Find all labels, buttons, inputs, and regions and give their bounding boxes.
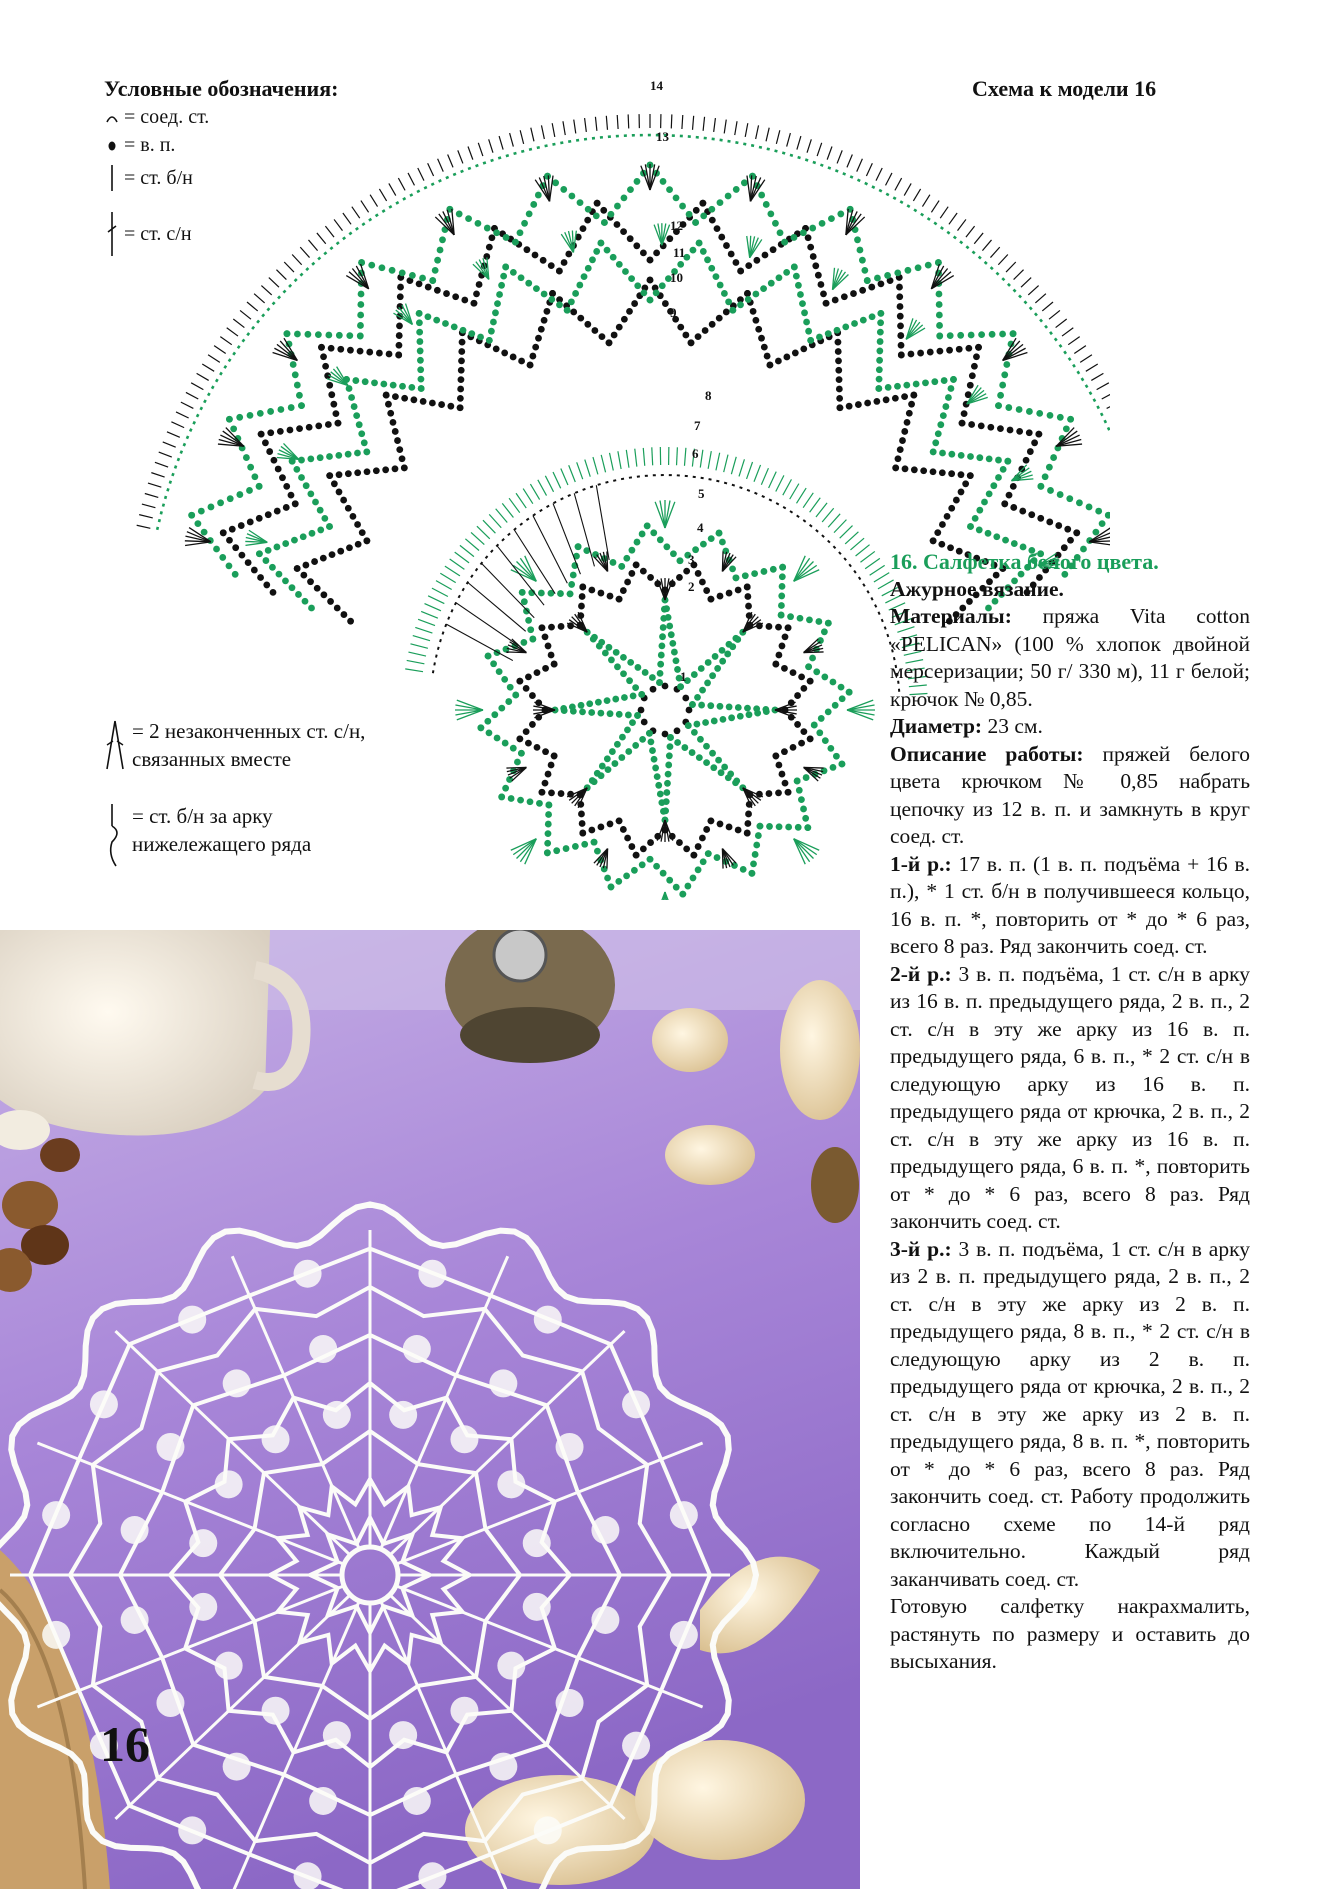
row-number-label: 7: [694, 418, 701, 433]
final-paragraph: Готовую салфетку накрахмалить, растянуть по размеру и оставить до высыхания.: [890, 1594, 1250, 1673]
row-number-label: 9: [670, 305, 677, 320]
page-number: 16: [100, 1716, 150, 1772]
row-number-label: 6: [692, 446, 699, 461]
row-number-label: 5: [698, 486, 705, 501]
diameter-text: 23 см.: [982, 714, 1043, 738]
owl-figurine-image: [445, 930, 615, 1063]
row2-text: 3 в. п. подъёма, 1 ст. с/н в арку из 16 в. п. предыдущего ряда, 2 в. п., 2 ст. с/н в эту же арку из 16 в. п. предыдущего ряда, 6 в. п., * 2 ст. с/н в следующую арку из 16 в. п. предыдущего ряда от крючка, 2 в. п., 2 ст. с/н в эту же арку из 16 в. п. предыдущего ряда, 6 в. п. *, повторить от * до * 6 раз, всего 8 раз. Ряд закончить соед. ст.: [890, 961, 1250, 1233]
diameter-label: Диаметр:: [890, 714, 983, 738]
legend-label: = ст. с/н: [124, 222, 192, 245]
diameter-paragraph: [890, 713, 1250, 741]
legend-label: связанных вместе: [132, 747, 292, 771]
row-number-label: 11: [673, 245, 686, 260]
row1-text: 17 в. п. (1 в. п. подъёма + 16 в. п.), * 1 ст. б/н в получившееся кольцо, 16 в. п. *, повторить от * до * 6 раз, всего 8 раз. Ряд закончить соед. ст.: [890, 851, 1250, 958]
materials-paragraph: [890, 603, 1250, 713]
row-number-label: 3: [688, 552, 695, 567]
description-text: пряжей белого цвета крючком № 0,85 набрать цепочку из 12 в. п. и замкнуть в круг соед. ст.: [890, 741, 1250, 848]
row-number-label: 14: [650, 78, 663, 93]
row-number-label: 1: [680, 669, 687, 684]
row2-label: 2-й р.:: [890, 961, 952, 986]
row-number-label: 8: [705, 388, 712, 403]
row-number-label: 12: [670, 218, 683, 233]
row1-paragraph: [890, 851, 1250, 961]
row-number-label: 13: [656, 129, 669, 144]
row-number-label: 4: [697, 520, 704, 535]
legend-label: = 2 незаконченных ст. с/н,: [132, 719, 366, 743]
description-paragraph: [890, 741, 1250, 851]
row2-paragraph: [890, 961, 1250, 1236]
description-label: Описание работы:: [890, 741, 1084, 766]
legend-label: = ст. б/н за арку: [132, 804, 273, 828]
article-title: 16. Салфетка белого цвета.: [890, 549, 1159, 574]
scheme-title: Схема к модели 16: [972, 76, 1157, 101]
row-number-label: 10: [670, 270, 683, 285]
legend-label: = соед. ст.: [124, 106, 210, 128]
row3-label: 3-й р.:: [890, 1236, 952, 1261]
materials-label: Материалы:: [890, 604, 1012, 628]
article-subtitle: Ажурное вязание.: [890, 576, 1064, 601]
legend-title: Условные обозначения:: [104, 76, 339, 101]
legend-label: = в. п.: [124, 134, 176, 156]
row-number-labels: [650, 78, 712, 684]
legend-label: = ст. б/н: [124, 166, 193, 189]
row3-paragraph: [890, 1236, 1250, 1594]
legend-label: нижележащего ряда: [132, 832, 312, 856]
article-text: [890, 548, 1250, 1676]
materials-text: пряжа Vita cotton «PELICAN» (100 % хлопок двойной мерсеризации; 50 г/ 330 м), 11 г белой; крючок № 0,85.: [890, 604, 1250, 711]
row-number-label: 2: [688, 579, 695, 594]
row1-label: 1-й р.:: [890, 851, 952, 876]
row3-text: 3 в. п. подъёма, 1 ст. с/н в арку из 2 в. п. предыдущего ряда, 2 в. п., 2 ст. с/н в эту же арку из 2 в. п. предыдущего ряда, 8 в. п., * 2 ст. с/н в следующую арку из 2 в. п. предыдущего ряда от крючка, 2 в. п., 2 ст. с/н в эту же арку из 2 в. п. предыдущего ряда, 8 в. п. *, повторить от * до * 6 раз, всего 8 раз. Ряд закончить соед. ст. Работу продолжить согласно схеме по 14-й ряд включительно. Каждый ряд заканчивать соед. ст.: [890, 1236, 1250, 1591]
